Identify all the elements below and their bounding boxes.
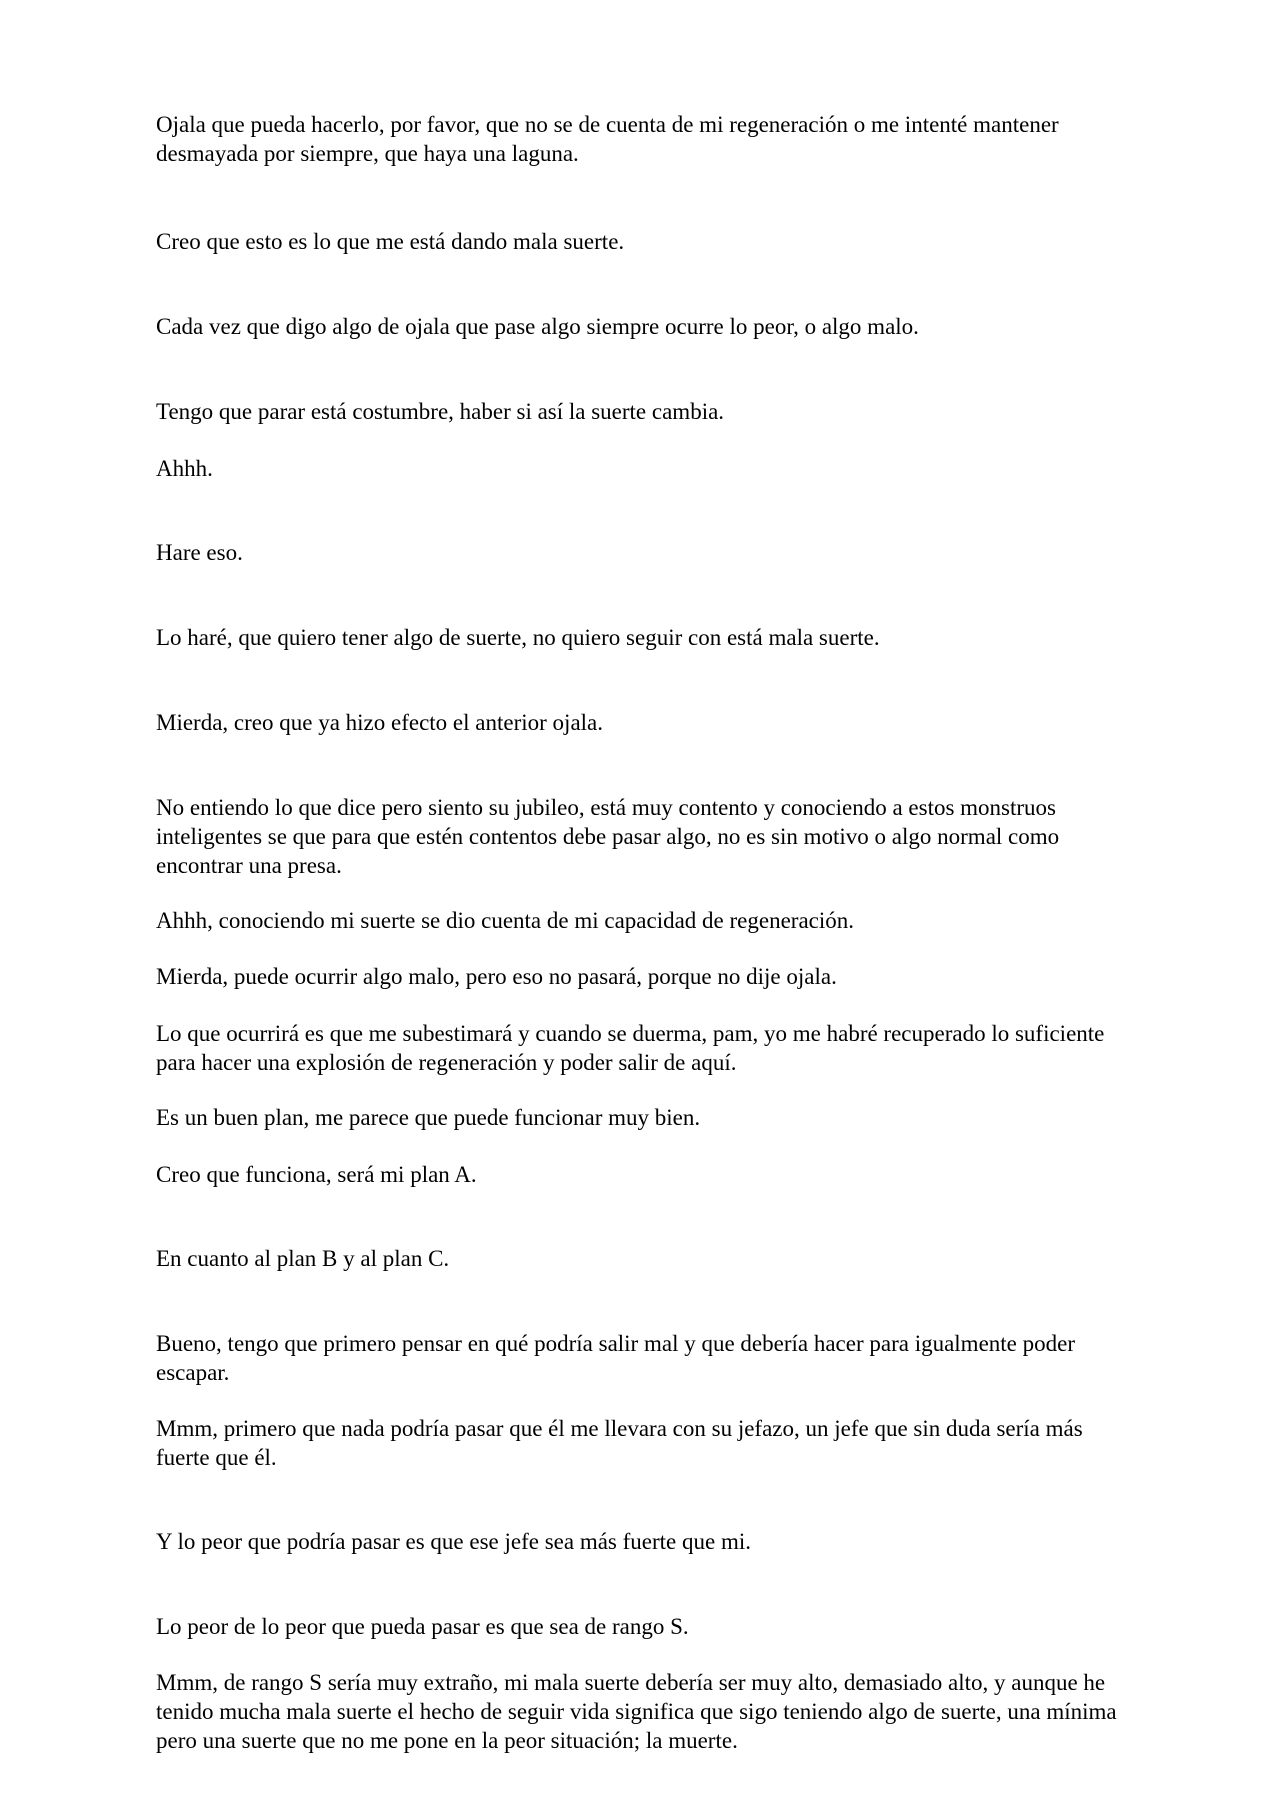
paragraph-8: Mierda, creo que ya hizo efecto el anterior ojala.: [156, 710, 603, 735]
paragraph-13: Es un buen plan, me parece que puede funcionar muy bien.: [156, 1105, 701, 1130]
paragraph-16: Bueno, tengo que primero pensar en qué podría salir mal y que debería hacer para igualmente poder escapar.: [156, 1331, 1076, 1385]
paragraph-2: Creo que esto es lo que me está dando mala suerte.: [156, 229, 625, 254]
paragraph-7: Lo haré, que quiero tener algo de suerte, no quiero seguir con está mala suerte.: [156, 625, 880, 650]
paragraph-6: Hare eso.: [156, 540, 243, 565]
paragraph-11: Mierda, puede ocurrir algo malo, pero eso no pasará, porque no dije ojala.: [156, 964, 837, 989]
paragraph-12: Lo que ocurrirá es que me subestimará y cuando se duerma, pam, yo me habré recuperado lo suficiente para hacer una explosión de regeneración y poder salir de aquí.: [156, 1021, 1105, 1075]
paragraph-14: Creo que funciona, será mi plan A.: [156, 1162, 477, 1187]
paragraph-9: No entiendo lo que dice pero siento su jubileo, está muy contento y conociendo a estos monstruos inteligentes se que para que estén contentos debe pasar algo, no es sin motivo o algo normal como encontrar una presa.: [156, 795, 1060, 878]
paragraph-19: Lo peor de lo peor que pueda pasar es que sea de rango S.: [156, 1614, 689, 1639]
paragraph-5: Ahhh.: [156, 456, 213, 481]
paragraph-17: Mmm, primero que nada podría pasar que él me llevara con su jefazo, un jefe que sin duda sería más fuerte que él.: [156, 1416, 1083, 1470]
paragraph-3: Cada vez que digo algo de ojala que pase algo siempre ocurre lo peor, o algo malo.: [156, 314, 919, 339]
paragraph-4: Tengo que parar está costumbre, haber si así la suerte cambia.: [156, 399, 725, 424]
paragraph-10: Ahhh, conociendo mi suerte se dio cuenta de mi capacidad de regeneración.: [156, 908, 855, 933]
paragraph-15: En cuanto al plan B y al plan C.: [156, 1246, 450, 1271]
paragraph-20: Mmm, de rango S sería muy extraño, mi mala suerte debería ser muy alto, demasiado alto, y aunque he tenido mucha mala suerte el hecho de seguir vida significa que sigo teniendo algo de suerte, una mínima pero una suerte que no me pone en la peor situación; la muerte.: [156, 1670, 1117, 1753]
paragraph-1: Ojala que pueda hacerlo, por favor, que no se de cuenta de mi regeneración o me intenté mantener desmayada por siempre, que haya una laguna.: [156, 112, 1059, 166]
paragraph-18: Y lo peor que podría pasar es que ese jefe sea más fuerte que mi.: [156, 1529, 751, 1554]
